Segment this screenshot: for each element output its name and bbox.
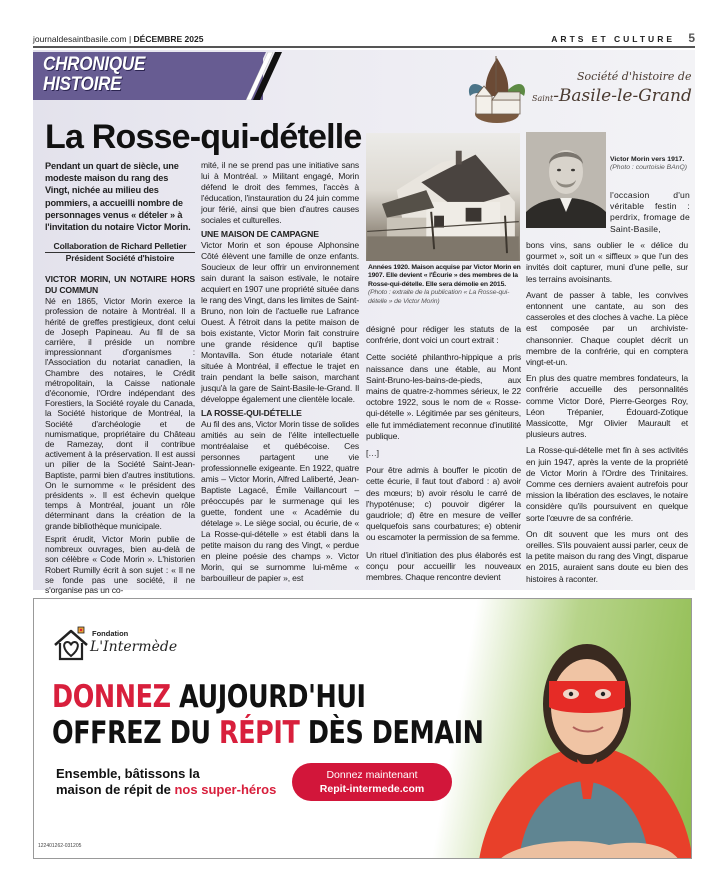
separator: | xyxy=(128,34,132,44)
section-name: ARTS ET CULTURE xyxy=(551,34,675,44)
ad-subheadline xyxy=(56,766,276,798)
banner-stripes-icon xyxy=(236,52,286,100)
paragraph: Pour être admis à bouffer le picotin de cette écurie, il faut tout d'abord : a) avoir des mœurs; b) avoir résolu le carré de l'hypoténuse; c) pouvoir digérer la gaudriole; d) être en mesure de veiller quelquefois sans courbatures; e) obtenir ou escamoter la permission de sa femme. xyxy=(366,465,521,543)
site-url[interactable]: journaldesaintbasile.com xyxy=(33,34,127,44)
sub-highlight: nos super-héros xyxy=(174,782,277,797)
column-4 xyxy=(526,240,688,590)
headline-demain: DÈS DEMAIN xyxy=(299,715,484,751)
column-1 xyxy=(45,160,195,598)
donate-url[interactable]: Repit-intermede.com xyxy=(319,783,425,795)
ad-logo-fondation: Fondation xyxy=(92,629,129,638)
column-2 xyxy=(201,160,359,587)
banner-line1: CHRONIQUE xyxy=(43,54,146,75)
paragraph: Avant de passer à table, les convives entonnent une cantate, au son des casseroles et des cloches à vache. La pièce est composée par un archiviste-chansonnier. Chaque couplet décrit un membre de la confrérie, qui en comptera vingt-et-un. xyxy=(526,289,688,368)
section-heading: LA ROSSE-QUI-DÉTELLE xyxy=(201,408,302,418)
ad-headline xyxy=(52,679,484,751)
portrait-photo xyxy=(526,132,606,228)
advertisement[interactable] xyxy=(33,598,692,859)
banner-line2: HISTOIRE xyxy=(43,74,122,95)
section-heading: VICTOR MORIN, UN NOTAIRE HORS DU COMMUN xyxy=(45,274,195,296)
caption-text: Années 1920. Maison acquise par Victor Morin en 1907. Elle devient « l'Écurie » des membres de la Rosse-qui-dételle. Elle sera démolie en 2015. xyxy=(368,264,521,288)
paragraph: Au fil des ans, Victor Morin tisse de solides amitiés au sein de l'élite intellectuelle montréalaise et québécoise. Ces personnes partagent une vie professionnelle exigeante. En 1922, quatre amis – Victor Morin, Alfred Laliberté, Jean-Baptiste Lagacé, Émile Vaillancourt – préoccupés par le surmenage qui les guette, fondent une « Académie du dételage ». Le siège social, ou écurie, de « La Rosse-qui-dételle » est établi dans la petite maison du rang des Vingt, « perdue en pleine poésie des champs ». Victor Morin, qui se surnomme lui-même « barbouilleur de papier », est xyxy=(201,419,359,583)
headline-donnez: DONNEZ xyxy=(52,679,171,715)
section-heading: UNE MAISON DE CAMPAGNE xyxy=(201,229,319,239)
header-site-date xyxy=(33,34,203,44)
logo-saint: Saint xyxy=(532,94,554,103)
donate-button[interactable] xyxy=(292,763,452,801)
caption-credit: (Photo : courtoisie BAnQ) xyxy=(610,164,688,172)
portrait-photo-caption xyxy=(610,156,694,173)
headline-aujourdhui: AUJOURD'HUI xyxy=(170,679,366,715)
logo-line1: Société d'histoire de xyxy=(577,70,692,83)
issue-date: DÉCEMBRE 2025 xyxy=(133,34,204,44)
column-banner xyxy=(33,52,263,100)
sub-line2: maison de répit de xyxy=(56,782,175,797)
headline-repit: RÉPIT xyxy=(219,715,300,751)
article-title: La Rosse-qui-dételle xyxy=(45,118,362,156)
paragraph: On dit souvent que les murs ont des oreilles. S'ils pouvaient aussi parler, ceux de la petite maison du rang des Vingt, disparue en 2015, auraient sans doute eu bien des histoires à raconter. xyxy=(526,528,688,584)
house-photo xyxy=(366,133,520,261)
society-logo xyxy=(462,56,697,124)
ad-reference-code: 122401262-031205 xyxy=(38,843,82,849)
paragraph: désigné pour rédiger les statuts de la confrérie, dont voici un court extrait : xyxy=(366,324,521,346)
paragraph: En plus des quatre membres fondateurs, la confrérie accueille des personnalités comme Victor Doré, Pierre-Georges Roy, Léon Trépanier, Édouard-Zotique Massicotte, Mgr Olivier Maurault et plusieurs autres. xyxy=(526,373,688,440)
donate-button-label: Donnez maintenant xyxy=(326,769,418,781)
house-heart-icon xyxy=(52,625,90,663)
column-4-wrap-text: l'occasion d'un véritable festin : perdrix, fromage de Saint-Basile, xyxy=(610,190,690,234)
caption-credit: (Photo : extraite de la publication « La Rosse-qui-dételle » de Victor Morin) xyxy=(368,289,510,305)
paragraph: Né en 1865, Victor Morin exerce la profession de notaire à Montréal. Il a hérité de greffes prestigieux, dont celui de Joseph Papineau. Au fil de sa carrière, il préside un nombre impressionnant d'organismes : l'Association du notariat canadien, la Chambre des notaires, le Crédit métropolitain, la Caisse nationale d'économie, l'Ordre indépendant des Forestiers, la Société royale du Canada, la Société historique de Montréal, la Société d'archéologie et de numismatique, propriétaire du Château de Ramezay, dont il contribue activement à la préservation. Il est aussi un pilier de la Société Saint-Jean-Baptiste, parmi bien d'autres institutions. On le surnomme « le président des présidents ». Il est échevin quelque temps à Montréal, jouant un rôle déterminant dans la création de la grande bibliothèque municipale. xyxy=(45,296,195,531)
sub-line1: Ensemble, bâtissons la xyxy=(56,766,200,781)
paragraph: […] xyxy=(366,448,379,459)
fleur-de-lis-church-icon xyxy=(462,56,532,124)
fondation-logo xyxy=(52,625,182,665)
paragraph: Cette société philanthro-hippique a pris naissance dans une étable, au Mont Saint-Bruno-les-bains-de-pieds, aux mains de quatre-z-hommes sérieux, le 22 octobre 1922, sous le nom de « Rosse-qui-dételle ». Légitimée par ses géniteurs, elle fut immédiatement reconnue d'inutilité publique. xyxy=(366,352,521,441)
byline xyxy=(45,241,195,264)
caption-text: Victor Morin vers 1917. xyxy=(610,156,685,163)
house-photo-caption xyxy=(368,264,521,306)
paragraph: Esprit érudit, Victor Morin publie de nombreux ouvrages, bien au-delà de son célèbre « Code Morin ». L'historien Robert Rumilly écrit à son sujet : « Il ne se fonde pas une société, il ne s'organise pas un co- xyxy=(45,533,195,595)
paragraph: bons vins, sans oublier le « délice du gourmet », soit un « siffleux » que l'un des invités doit capturer, muni d'une pelle, sur les terrains avoisinants. xyxy=(526,240,688,284)
paragraph: La Rosse-qui-dételle met fin à ses activités en juin 1947, après la vente de la propriété de Victor Morin à l'Ordre des Trinitaires. Comme ces derniers avaient autrefois pour mission la libération des esclaves, le notaire considère qu'ils poursuivent en quelque sorte l'œuvre de sa confrérie. xyxy=(526,445,688,523)
ad-logo-name: L'Intermède xyxy=(90,639,178,655)
superhero-person-image xyxy=(479,609,692,859)
logo-line2 xyxy=(532,86,692,106)
logo-basile: -Basile-le-Grand xyxy=(553,86,692,106)
column-3 xyxy=(366,324,521,589)
portrait-image xyxy=(526,132,606,228)
headline-offrez: OFFREZ DU xyxy=(52,715,220,751)
page-number: 5 xyxy=(688,31,695,45)
page-header xyxy=(33,32,695,48)
byline-author: Collaboration de Richard Pelletier xyxy=(45,241,195,253)
paragraph: Victor Morin et son épouse Alphonsine Côté élèvent une famille de onze enfants. Soucieux de leur offrir un environnement sain durant la saison estivale, le notaire acquiert en 1907 une propriété située dans le rang des Vingt, dans les limites de Saint-Bruno, non loin de l'actuelle rue Lafrance Ouest. À l'étroit dans la petite maison de bois existante, Victor Morin fait construire une grande résidence qu'il baptise Montavilla. Son étude notariale étant située à Montréal, il effectue le trajet en train pendant la belle saison, marchant jusqu'à la gare de Saint-Basile-le-Grand. Il développe également une clientèle locale. xyxy=(201,240,359,404)
paragraph: Un rituel d'initiation des plus élaborés est conçu pour accueillir les nouveaux membres. Chaque rencontre devient xyxy=(366,549,521,583)
byline-role: Président Société d'histoire xyxy=(65,253,175,264)
house-image xyxy=(366,133,520,261)
article-lead: Pendant un quart de siècle, une modeste maison du rang des Vingt, nichée au milieu des pommiers, a accueilli nombre de personnages venus « dételer » à l'invitation du notaire Victor Morin. xyxy=(45,161,191,233)
paragraph: mité, il ne se prend pas une initiative sans lui à Montréal. » Militant engagé, Morin défend le droit des femmes, l'accès à l'éducation, l'instauration du 24 juin comme jour férié, ainsi que bien d'autres causes sociales et culturelles. xyxy=(201,160,359,225)
